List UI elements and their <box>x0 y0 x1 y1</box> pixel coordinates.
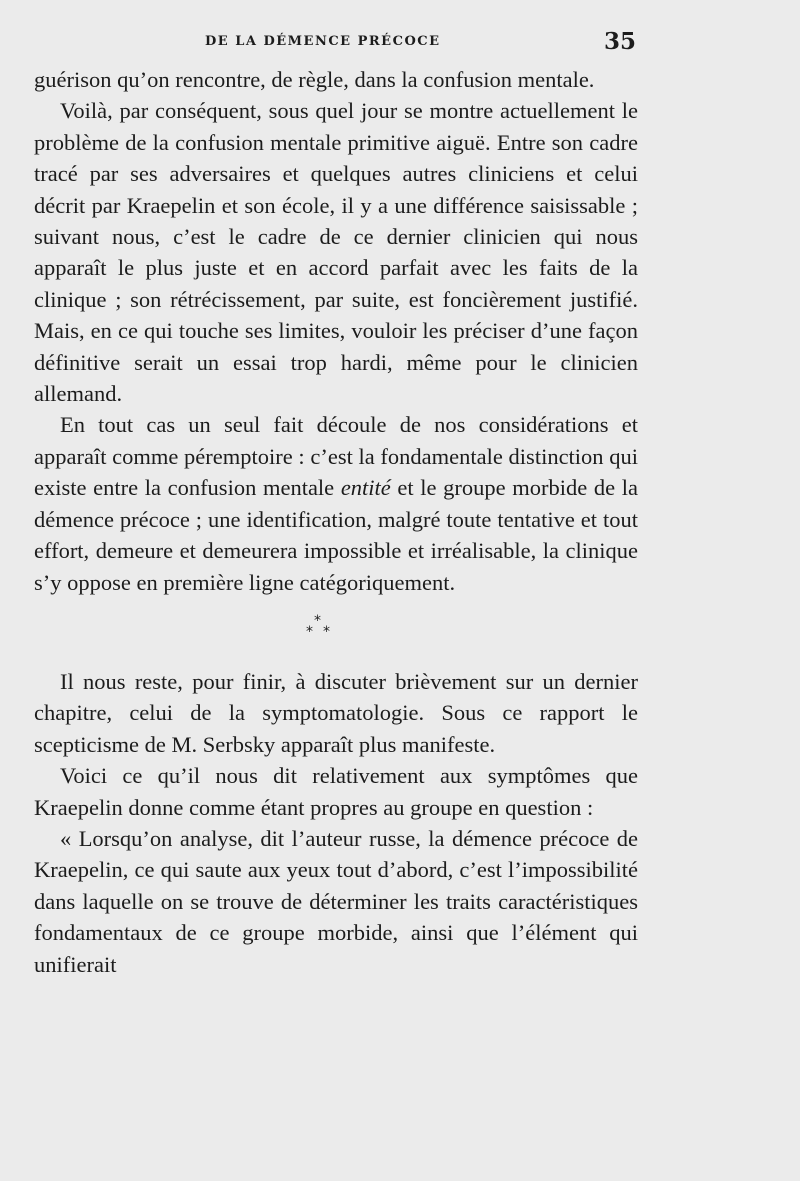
paragraph-3 <box>34 409 638 597</box>
paragraph-3-part-2: et le groupe morbide de la démence précoce ; une identification, malgré toute tentative et tout effort, demeure et demeurera impossible et irréalisable, la clinique s’y oppose en première ligne catégoriquement. <box>34 475 639 595</box>
paragraph-4: Il nous reste, pour finir, à discuter brièvement sur un dernier chapitre, celui de la symptomatologie. Sous ce rapport le scepticisme de M. Serbsky apparaît plus manifeste. <box>34 668 638 757</box>
paragraph-6: « Lorsqu’on analyse, dit l’auteur russe, la démence précoce de Kraepelin, ce qui saute aux yeux tout d’abord, c’est l’impossibilité dans laquelle on se trouve de déterminer les traits caractéristiques fondamentaux de ce groupe morbide, ainsi que l’élément qui unifierait <box>34 825 638 977</box>
body-text <box>34 64 638 980</box>
section-break <box>34 598 638 666</box>
asterism-star: * <box>306 623 313 640</box>
paragraph-1: guérison qu’on rencontre, de règle, dans la confusion mentale. <box>34 67 595 92</box>
running-title: DE LA DÉMENCE PRÉCOCE <box>205 34 441 49</box>
paragraph-2: Voilà, par conséquent, sous quel jour se montre actuellement le problème de la confusion mentale primitive aiguë. Entre son cadre tracé par ses adversaires et quelques autres cliniciens et celui décrit par Kraepelin et son école, il y a une différence saisissable ; suivant nous, c’est le cadre de ce dernier clinicien qui nous apparaît le plus juste et en accord parfait avec les faits de la clinique ; son rétrécissement, par suite, est foncièrement justifié. Mais, en ce qui touche ses limites, vouloir les préciser d’une façon définitive serait un essai trop hardi, même pour le clinicien allemand. <box>34 98 638 407</box>
asterism-star: * <box>314 612 321 629</box>
asterism-star: * <box>323 623 330 640</box>
page-number: 35 <box>604 28 637 55</box>
paragraph-3-part-1: En tout cas un seul fait découle de nos considérations et apparaît comme péremptoire : c’est la fondamentale distinction qui existe entre la confusion mentale <box>34 412 638 501</box>
paragraph-5: Voici ce qu’il nous dit relativement aux symptômes que Kraepelin donne comme étant propres au groupe en question : <box>34 763 638 820</box>
page-header <box>0 26 800 56</box>
italic-word: entité <box>340 475 391 501</box>
